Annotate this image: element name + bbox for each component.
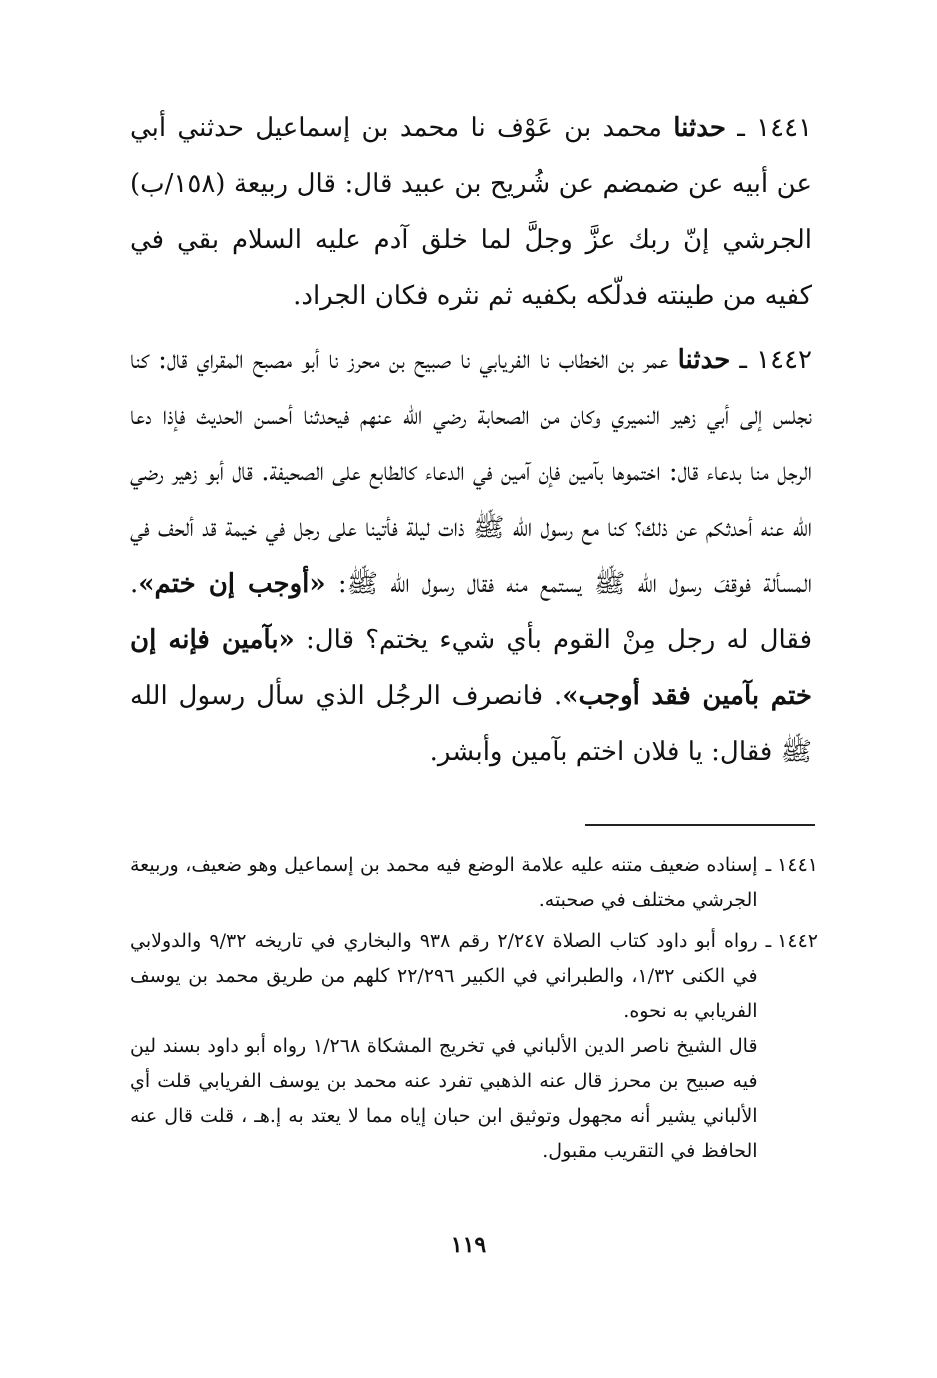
hadith-text: . فانصرف الرجُل الذي سأل رسول الله ﷺ فقال: يا فلان اختم بآمين وأبشر. xyxy=(130,681,812,767)
prophet-quote: «بآمين فإنه إن ختم بآمين فقد أوجب» xyxy=(130,625,812,711)
footnote-body xyxy=(130,848,758,918)
hadith-number: ١٤٤٢ ـ xyxy=(739,345,813,375)
footnote-paragraph: قال الشيخ ناصر الدين الألباني في تخريج المشكاة ١/٢٦٨ رواه أبو داود بسند لين فيه صبيح بن محرز قال عنه الذهبي تفرد عنه محمد بن يوسف الفريابي قلت أي الألباني يشير أنه مجهول وتوثيق ابن حبان إياه مما لا يعتد به إ.هـ ، قلت قال عنه الحافظ في التقريب مقبول. xyxy=(130,1035,758,1162)
hadith-lead: حدثنا xyxy=(673,113,726,143)
footnotes xyxy=(130,848,818,1175)
footnote-paragraph: إسناده ضعيف متنه عليه علامة الوضع فيه محمد بن إسماعيل وهو ضعيف، وربيعة الجرشي مختلف في صحبته. xyxy=(130,854,758,911)
footnote-1441 xyxy=(130,848,818,918)
main-text xyxy=(130,100,812,788)
footnote-paragraph: رواه أبو داود كتاب الصلاة ٢/٢٤٧ رقم ٩٣٨ والبخاري في تاريخه ٩/٣٢ والدولابي في الكنى ١/٣٢، والطبراني في الكبير ٢٢/٢٩٦ كلهم من طريق محمد بن يوسف الفريابي به نحوه. xyxy=(130,930,758,1022)
footnote-1442 xyxy=(130,924,818,1169)
footnote-number: ١٤٤١ ـ xyxy=(765,854,818,876)
footnote-body xyxy=(130,924,758,1169)
prophet-quote: «أوجب إن ختم» xyxy=(138,569,326,599)
footnote-divider xyxy=(585,824,815,826)
hadith-text: محمد بن عَوْف نا محمد بن إسماعيل حدثني أبي عن أبيه عن ضمضم عن شُريح بن عبيد قال: قال ربيعة (١٥٨/ب) الجرشي إنّ ربك عزَّ وجلَّ لما خلق آدم عليه السلام بقي في كفيه من طينته فدلّكه بكفيه ثم نثره فكان الجراد. xyxy=(130,113,812,311)
hadith-text: . فقال له رجل مِنْ القوم بأي شيء يختم؟ قال: xyxy=(130,569,812,655)
hadith-text: عمر بن الخطاب نا الفريابي نا صبيح بن محرز نا أبو مصبح المقراي قال: كنا نجلس إلى أبي زهير النميري وكان من الصحابة رضي الله عنهم فيحدثنا أحسن الحديث فإذا دعا الرجل منا بدعاء قال: اختموها بآمين فإن آمين في الدعاء كالطابع على الصحيفة. قال أبو زهير رضي الله عنه أحدثكم عن ذلك؟ كنا مع رسول الله ﷺ ذات ليلة فأتينا على رجل في خيمة قد ألحف في المسألة فوقفَ رسول الله ﷺ يستمع منه فقال رسول الله ﷺ: xyxy=(130,345,813,599)
hadith-1441 xyxy=(130,100,812,324)
hadith-number: ١٤٤١ ـ xyxy=(737,113,813,143)
footnote-number: ١٤٤٢ ـ xyxy=(765,930,818,952)
page-number: ١١٩ xyxy=(450,1232,487,1258)
hadith-lead: حدثنا xyxy=(677,345,731,375)
hadith-1442 xyxy=(130,332,812,780)
